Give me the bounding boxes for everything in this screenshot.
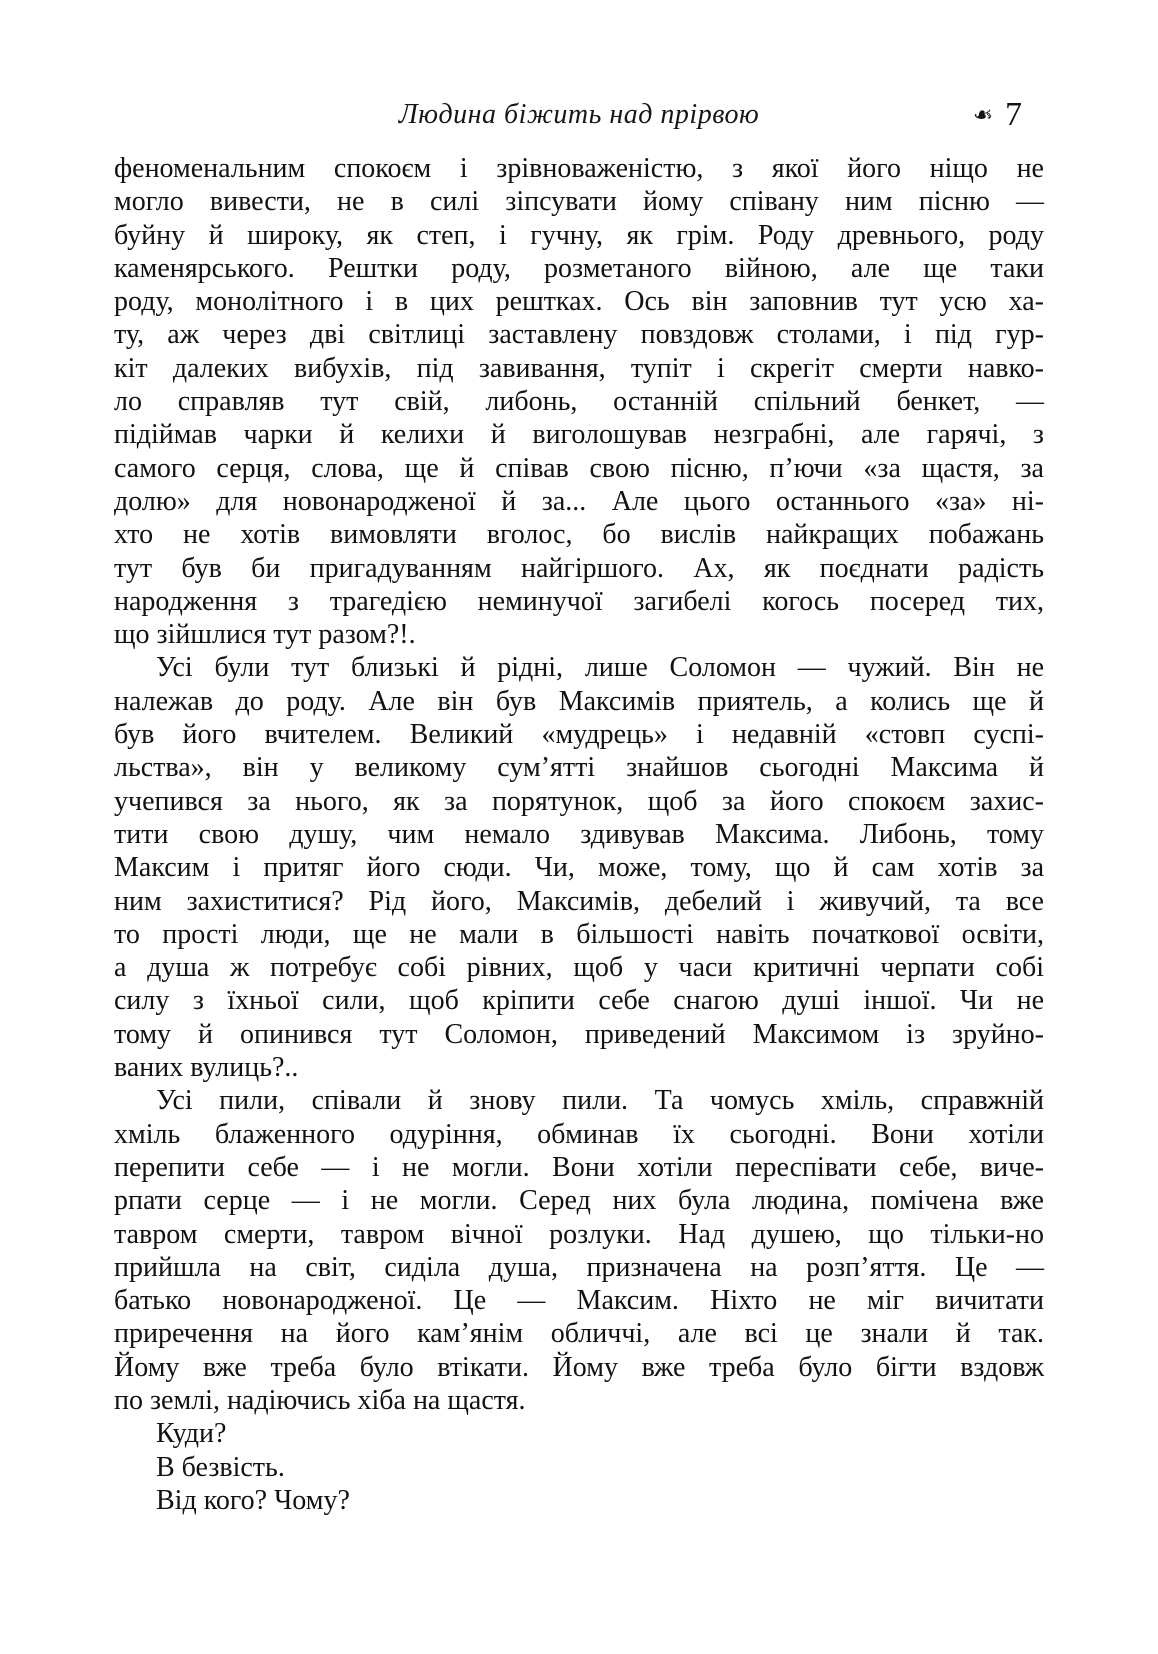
text-line: Йому вже треба було втікати. Йому вже треба було бігти вздовж <box>114 1351 1044 1383</box>
text-line: ту, аж через дві світлиці заставлену повздовж столами, і під гур- <box>114 319 1044 351</box>
body-text <box>114 152 1044 1517</box>
text-line: тут був би пригадуванням найгіршого. Ах, як поєднати радість <box>114 552 1044 584</box>
text-line: прийшла на світ, сиділа душа, призначена на розп’яття. Це — <box>114 1251 1044 1283</box>
text-line: хто не хотів вимовляти вголос, бо вислів найкращих побажань <box>114 519 1044 551</box>
text-line: могло вивести, не в силі зіпсувати йому співану ним пісню — <box>114 186 1044 218</box>
text-line: народження з трагедією неминучої загибелі когось посеред тих, <box>114 585 1044 617</box>
text-line: приречення на його кам’янім обличчі, але всі це знали й так. <box>114 1318 1044 1350</box>
folio <box>973 96 1022 134</box>
text-line: тавром смерти, тавром вічної розлуки. Над душею, що тільки-но <box>114 1218 1044 1250</box>
text-line: силу з їхньої сили, щоб кріпити себе снагою душі іншої. Чи не <box>114 985 1044 1017</box>
text-line: кіт далеких вибухів, під завивання, тупіт і скрегіт смерти навко- <box>114 352 1044 384</box>
text-line: хміль блаженного одуріння, обминав їх сьогодні. Вони хотіли <box>114 1118 1044 1150</box>
page-number: 7 <box>1005 96 1022 133</box>
text-line: Куди? <box>156 1418 227 1450</box>
text-line: каменярського. Рештки роду, розметаного війною, але ще таки <box>114 252 1044 284</box>
running-title: Людина біжить над прірвою <box>398 99 760 130</box>
text-line: що зійшлися тут разом?!. <box>114 619 416 651</box>
text-line: самого серця, слова, ще й співав свою пісню, п’ючи «за щастя, за <box>114 452 1044 484</box>
text-line: учепився за нього, як за порятунок, щоб за його спокоєм захис- <box>114 785 1044 817</box>
text-line: ним захиститися? Рід його, Максимів, дебелий і живучий, та все <box>114 885 1044 917</box>
text-line: підіймав чарки й келихи й виголошував незграбні, але гарячі, з <box>114 419 1044 451</box>
text-line: роду, монолітного і в цих рештках. Ось він заповнив тут усю ха- <box>114 286 1044 318</box>
text-line: по землі, надіючись хіба на щастя. <box>114 1384 526 1416</box>
text-line: тити свою душу, чим немало здивував Максима. Либонь, тому <box>114 818 1044 850</box>
text-line: Максим і притяг його сюди. Чи, може, тому, що й сам хотів за <box>114 852 1044 884</box>
text-line: Усі пили, співали й знову пили. Та чомусь хміль, справжній <box>156 1085 1044 1117</box>
text-line: Усі були тут близькі й рідні, лише Соломон — чужий. Він не <box>156 652 1044 684</box>
text-line: ло справляв тут свій, либонь, останній спільний бенкет, — <box>114 386 1044 418</box>
text-line: належав до роду. Але він був Максимів приятель, а колись ще й <box>114 685 1044 717</box>
fleuron-ornament-icon: ❧ <box>972 101 993 129</box>
text-line: В безвість. <box>156 1451 285 1483</box>
text-line: Від кого? Чому? <box>156 1484 350 1516</box>
text-line: тому й опинився тут Соломон, приведений Максимом із зруйно- <box>114 1018 1044 1050</box>
text-line: а душа ж потребує собі рівних, щоб у часи критичні черпати собі <box>114 952 1044 984</box>
text-line: долю» для новонародженої й за... Але цього останнього «за» ні- <box>114 485 1044 517</box>
text-line: батько новонародженої. Це — Максим. Ніхто не міг вичитати <box>114 1285 1044 1317</box>
text-line: то прості люди, ще не мали в більшості навіть початкової освіти, <box>114 918 1044 950</box>
text-line: рпати серце — і не могли. Серед них була людина, помічена вже <box>114 1185 1044 1217</box>
text-line: буйну й широку, як степ, і гучну, як грім. Роду древнього, роду <box>114 219 1044 251</box>
text-line: ваних вулиць?.. <box>114 1052 299 1084</box>
text-line: перепити себе — і не могли. Вони хотіли переспівати себе, виче- <box>114 1151 1044 1183</box>
text-line: був його вчителем. Великий «мудрець» і недавній «стовп суспі- <box>114 719 1044 751</box>
text-line: феноменальним спокоєм і зрівноваженістю, з якої його ніщо не <box>114 153 1044 184</box>
page-header <box>114 96 1044 140</box>
text-line: льства», він у великому сум’ятті знайшов сьогодні Максима й <box>114 752 1044 784</box>
